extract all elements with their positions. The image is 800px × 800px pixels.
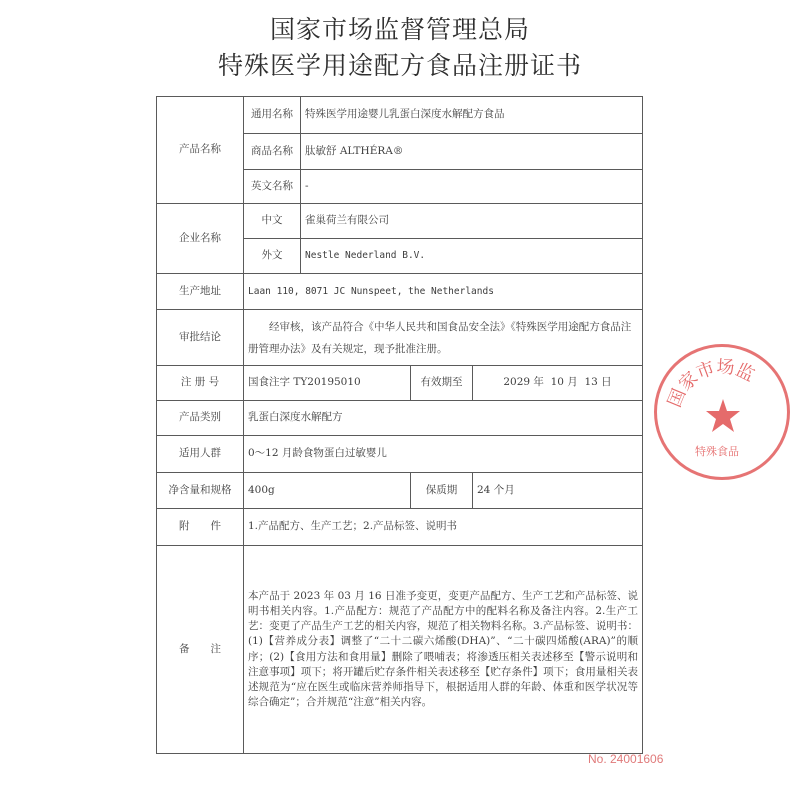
registration-category: 注 册 号: [157, 366, 244, 401]
conclusion-value: 经审核，该产品符合《中华人民共和国食品安全法》《特殊医学用途配方食品注册管理办法》及有关规定，现予批准注册。: [244, 310, 643, 366]
trade-name-label: 商品名称: [244, 134, 301, 170]
population-category: 适用人群: [157, 436, 244, 473]
trade-name-value: 肽敏舒 ALTHÉRA®: [301, 134, 643, 170]
registration-number: 国食注字 TY20195010: [244, 366, 411, 401]
company-foreign-label: 外文: [244, 239, 301, 274]
table-row: [157, 509, 643, 546]
seal-graphic: [657, 347, 787, 477]
seal-star-icon: [706, 399, 740, 432]
table-row: [157, 310, 643, 366]
shelf-life-label: 保质期: [411, 473, 473, 509]
certificate-title: 特殊医学用途配方食品注册证书: [217, 51, 582, 80]
address-category: 生产地址: [157, 274, 244, 310]
attachment-category: 附 件: [157, 509, 244, 546]
table-row: [157, 401, 643, 436]
company-category: 企业名称: [157, 204, 244, 274]
seal-top-text: 国家市场监: [664, 356, 758, 411]
official-seal: [654, 344, 790, 480]
english-name-value: -: [301, 170, 643, 204]
table-row: [157, 473, 643, 509]
table-row: [157, 366, 643, 401]
population-value: 0～12 月龄食物蛋白过敏婴儿: [244, 436, 643, 473]
issuer-title: 国家市场监督管理总局: [269, 15, 530, 44]
serial-number: No. 24001606: [588, 752, 664, 766]
common-name-value: 特殊医学用途婴儿乳蛋白深度水解配方食品: [301, 97, 643, 134]
table-row: [157, 274, 643, 310]
company-cn-label: 中文: [244, 204, 301, 239]
remarks-category: 备 注: [157, 546, 244, 754]
company-cn-value: 雀巢荷兰有限公司: [301, 204, 643, 239]
net-content-category: 净含量和规格: [157, 473, 244, 509]
conclusion-category: 审批结论: [157, 310, 244, 366]
shelf-life-value: 24 个月: [473, 473, 643, 509]
validity-value: 2029 年 10 月 13 日: [473, 366, 643, 401]
product-type-category: 产品类别: [157, 401, 244, 436]
address-value: Laan 110, 8071 JC Nunspeet, the Netherlands: [244, 274, 643, 310]
table-row: [157, 204, 643, 239]
table-row: [157, 97, 643, 134]
certificate-table: [156, 96, 643, 754]
product-name-category: 产品名称: [157, 97, 244, 204]
table-row: [157, 436, 643, 473]
company-foreign-value: Nestle Nederland B.V.: [301, 239, 643, 274]
table-row: [157, 546, 643, 754]
net-content-value: 400g: [244, 473, 411, 509]
product-type-value: 乳蛋白深度水解配方: [244, 401, 643, 436]
common-name-label: 通用名称: [244, 97, 301, 134]
attachment-value: 1.产品配方、生产工艺；2.产品标签、说明书: [244, 509, 643, 546]
remarks-value: 本产品于 2023 年 03 月 16 日准予变更，变更产品配方、生产工艺和产品标签、说明书相关内容。1.产品配方：规范了产品配方中的配料名称及备注内容。2.生产工艺：变更了产品生产工艺的相关内容，规范了相关物料名称。3.产品标签、说明书：(1)【营养成分表】调整了“二十二碳六烯酸(DHA)”、“二十碳四烯酸(ARA)”的顺序；(2)【食用方法和食用量】删除了喂哺表；将渗透压相关表述移至【警示说明和注意事项】项下；将开罐后贮存条件相关表述移至【贮存条件】项下；食用量相关表述规范为“应在医生或临床营养师指导下，根据适用人群的年龄、体重和医学状况等综合确定”；合并规范“注意”相关内容。: [244, 546, 643, 754]
seal-bottom-text: 特殊食品: [695, 445, 739, 458]
english-name-label: 英文名称: [244, 170, 301, 204]
validity-label: 有效期至: [411, 366, 473, 401]
